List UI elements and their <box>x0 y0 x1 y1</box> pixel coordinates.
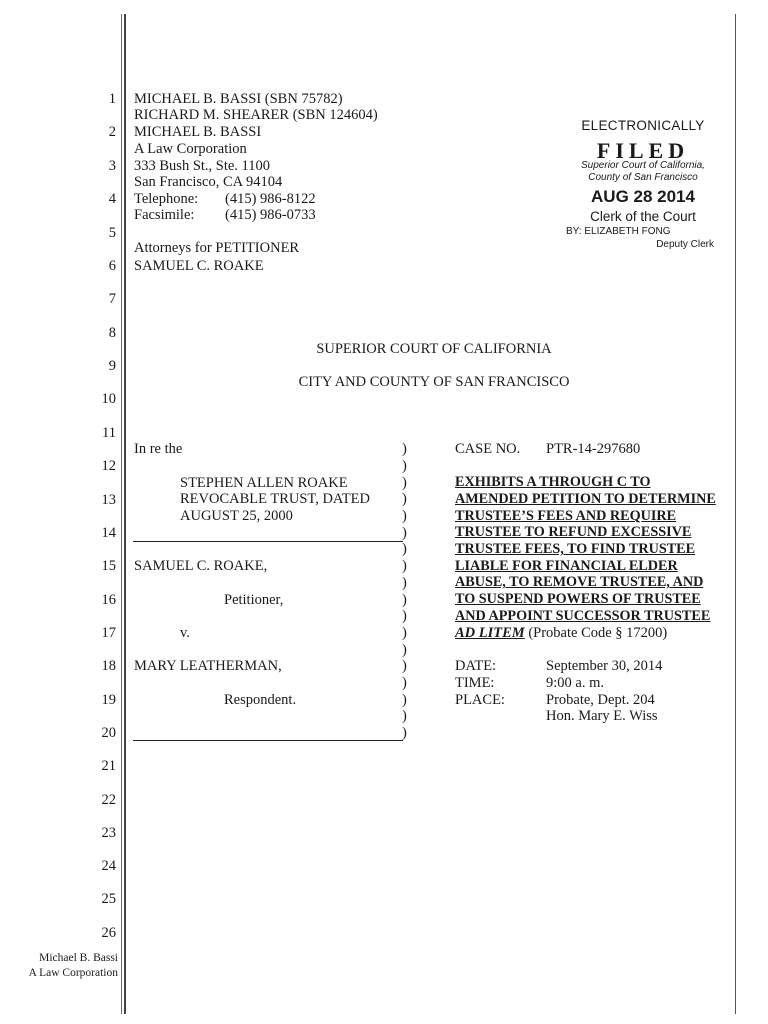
trust-name-line: AUGUST 25, 2000 <box>180 508 293 524</box>
paren: ) <box>402 491 407 507</box>
counsel-line: San Francisco, CA 94104 <box>134 174 283 190</box>
paren: ) <box>402 658 407 674</box>
telephone-value: (415) 986-8122 <box>225 191 316 207</box>
date-label: DATE: <box>455 658 497 674</box>
paren: ) <box>402 525 407 541</box>
respondent-label: Respondent. <box>224 692 297 708</box>
time-label: TIME: <box>455 675 495 691</box>
stamp-filed: FILED <box>596 138 690 163</box>
line-number: 23 <box>101 825 116 841</box>
line-number: 19 <box>101 692 116 708</box>
trust-name-line: STEPHEN ALLEN ROAKE <box>180 475 348 491</box>
line-number: 24 <box>101 858 116 874</box>
line-number: 20 <box>101 725 116 741</box>
paren: ) <box>402 725 407 741</box>
date-value: September 30, 2014 <box>546 658 663 674</box>
line-number: 4 <box>108 191 116 207</box>
probate-code: (Probate Code § 17200) <box>524 625 668 641</box>
ad-litem: AD LITEM <box>455 625 525 641</box>
line-number: 5 <box>108 225 116 241</box>
line-number: 18 <box>101 658 116 674</box>
paren: ) <box>402 475 407 491</box>
paren: ) <box>402 441 407 457</box>
stamp-clerk: Clerk of the Court <box>590 209 696 224</box>
paren: ) <box>402 458 407 474</box>
paren: ) <box>402 541 407 557</box>
case-no-label: CASE NO. <box>455 441 521 457</box>
line-number: 6 <box>108 258 116 274</box>
line-number: 1 <box>108 91 116 107</box>
title-line: EXHIBITS A THROUGH C TO <box>455 474 651 490</box>
counsel-line: A Law Corporation <box>134 141 247 157</box>
stamp-electronically: ELECTRONICALLY <box>581 118 705 133</box>
paren: ) <box>402 692 407 708</box>
line-number: 26 <box>101 925 116 941</box>
line-number: 21 <box>101 758 116 774</box>
client-name: SAMUEL C. ROAKE <box>134 258 264 274</box>
attorneys-for: Attorneys for PETITIONER <box>134 240 300 256</box>
paren: ) <box>402 708 407 724</box>
stamp-date: AUG 28 2014 <box>591 187 695 206</box>
stamp-court-line: Superior Court of California, <box>581 160 705 171</box>
title-line: AND APPOINT SUCCESSOR TRUSTEE <box>455 608 711 624</box>
title-line: ABUSE, TO REMOVE TRUSTEE, AND <box>455 574 704 590</box>
line-number: 8 <box>108 325 116 341</box>
court-county: CITY AND COUNTY OF SAN FRANCISCO <box>298 374 570 390</box>
respondent-name: MARY LEATHERMAN, <box>134 658 282 674</box>
stamp-county-line: County of San Francisco <box>588 172 698 183</box>
paren: ) <box>402 625 407 641</box>
line-number: 25 <box>101 891 116 907</box>
petitioner-name: SAMUEL C. ROAKE, <box>134 558 268 574</box>
facsimile-value: (415) 986-0733 <box>225 207 316 223</box>
court-name: SUPERIOR COURT OF CALIFORNIA <box>316 341 552 357</box>
paren: ) <box>402 608 407 624</box>
line-number: 22 <box>101 792 116 808</box>
place-value: Probate, Dept. 204 <box>546 692 655 708</box>
judge-name: Hon. Mary E. Wiss <box>546 708 658 724</box>
counsel-line: 333 Bush St., Ste. 1100 <box>134 158 271 174</box>
facsimile-label: Facsimile: <box>134 207 195 223</box>
line-number: 17 <box>101 625 116 641</box>
footer-firm-name: Michael B. Bassi <box>39 952 118 964</box>
paren: ) <box>402 675 407 691</box>
line-number: 10 <box>101 391 116 407</box>
title-line: AMENDED PETITION TO DETERMINE <box>455 491 716 507</box>
counsel-line: RICHARD M. SHEARER (SBN 124604) <box>134 107 378 123</box>
footer-firm-type: A Law Corporation <box>28 967 118 979</box>
line-number: 14 <box>101 525 116 541</box>
place-label: PLACE: <box>455 692 505 708</box>
line-number: 3 <box>108 158 116 174</box>
versus: v. <box>180 625 190 641</box>
title-line: TRUSTEE FEES, TO FIND TRUSTEE <box>455 541 696 557</box>
title-line: LIABLE FOR FINANCIAL ELDER <box>455 558 678 574</box>
trust-name-line: REVOCABLE TRUST, DATED <box>180 491 370 507</box>
time-value: 9:00 a. m. <box>546 675 604 691</box>
line-number: 2 <box>108 124 116 140</box>
line-number: 7 <box>108 291 116 307</box>
petitioner-label: Petitioner, <box>224 592 284 608</box>
paren: ) <box>402 592 407 608</box>
line-number: 9 <box>108 358 116 374</box>
pleading-rule-left-outer <box>121 14 122 1014</box>
paren: ) <box>402 642 407 658</box>
line-number: 11 <box>102 425 116 441</box>
line-number: 15 <box>101 558 116 574</box>
caption-divider <box>133 740 403 741</box>
counsel-line: MICHAEL B. BASSI (SBN 75782) <box>134 91 343 107</box>
counsel-line: MICHAEL B. BASSI <box>134 124 262 140</box>
pleading-rule-right <box>735 14 736 1014</box>
title-line: TO SUSPEND POWERS OF TRUSTEE <box>455 591 701 607</box>
telephone-label: Telephone: <box>134 191 199 207</box>
line-number: 12 <box>101 458 116 474</box>
line-number: 16 <box>101 592 116 608</box>
stamp-by: BY: ELIZABETH FONG <box>566 226 671 237</box>
title-last-line <box>455 625 667 642</box>
title-line: TRUSTEE’S FEES AND REQUIRE <box>455 508 677 524</box>
title-line: TRUSTEE TO REFUND EXCESSIVE <box>455 524 692 540</box>
line-number: 13 <box>101 492 116 508</box>
pleading-rule-left-inner <box>124 14 126 1014</box>
paren: ) <box>402 575 407 591</box>
in-re: In re the <box>134 441 183 457</box>
paren: ) <box>402 558 407 574</box>
stamp-deputy: Deputy Clerk <box>656 239 714 250</box>
caption-divider <box>133 541 403 542</box>
paren: ) <box>402 508 407 524</box>
case-number: PTR-14-297680 <box>546 441 641 457</box>
